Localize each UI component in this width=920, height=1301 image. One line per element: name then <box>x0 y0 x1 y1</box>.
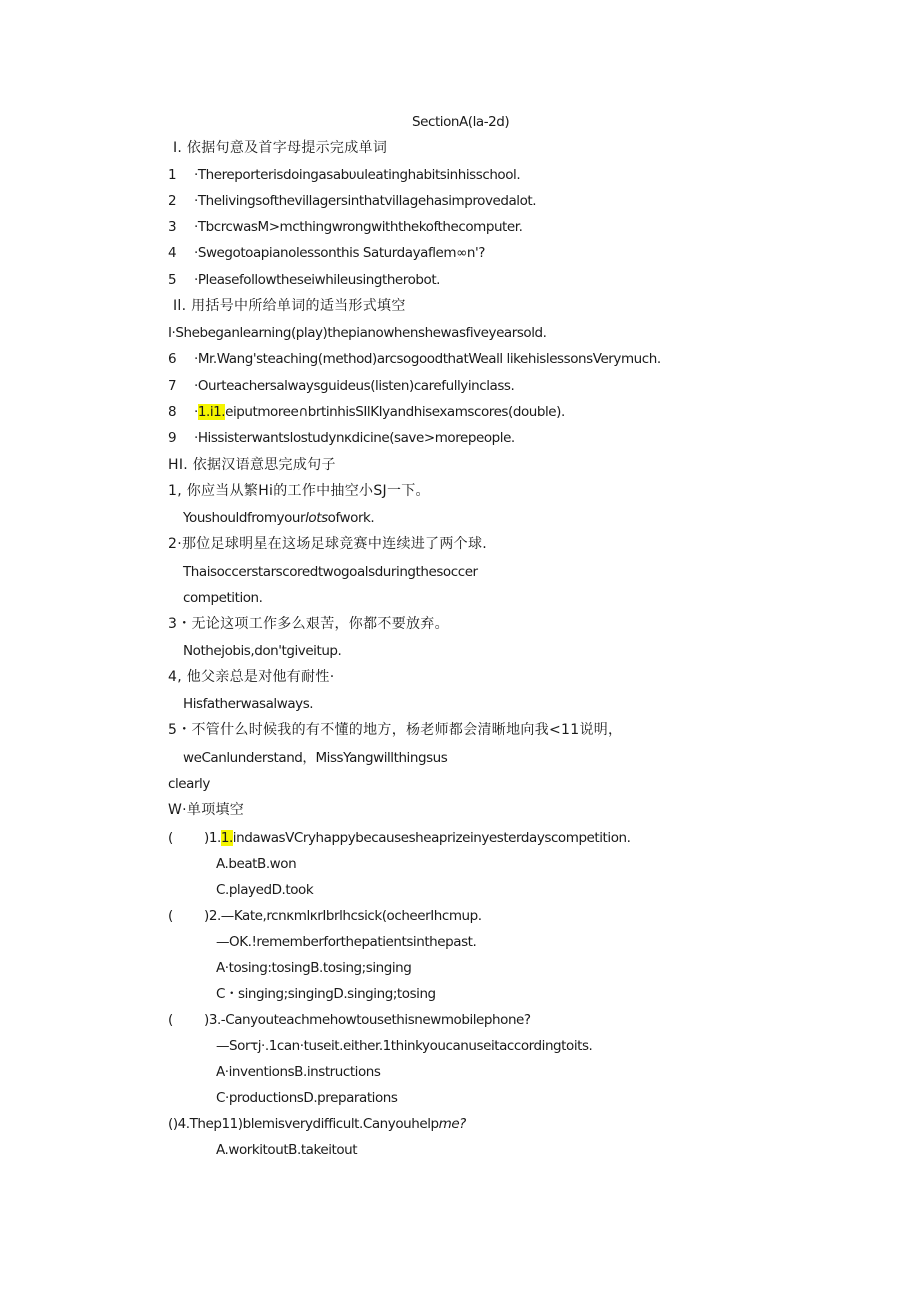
answer-options: A·tosing:tosingB.tosing;singing <box>216 960 412 976</box>
answer-options: A·inventionsB.instructions <box>216 1064 381 1080</box>
exercise-item: 6 ·Mr.Wang'steaching(method)arcsogoodthatWeall likehislessonsVerymuch. <box>168 351 661 367</box>
english-translation: clearly <box>168 776 210 792</box>
answer-options: C・singing;singingD.singing;tosing <box>216 986 436 1002</box>
highlight-mark: 1. <box>220 830 233 846</box>
english-translation: Thaisoccerstarscoredtwogoalsduringthesoccer <box>183 564 478 580</box>
exercise-item: I·Shebeganlearning(play)thepianowhenshewasfiveyearsold. <box>168 325 547 341</box>
exercise-item: 2 ·Thelivingsofthevillagersinthatvillagehasimprovedalot. <box>168 193 537 209</box>
english-translation: Nothejobis,don'tgiveitup. <box>183 643 342 659</box>
english-translation: competition. <box>183 590 263 606</box>
page-title: SectionA(la-2d) <box>412 114 510 130</box>
answer-options: C·productionsD.preparations <box>216 1090 398 1106</box>
section-2-heading: Il. 用括号中所给单词的适当形式填空 <box>173 298 406 314</box>
exercise-item: 8 ·1.i1.eiputmoree∩brtinhisSIlKIyandhisexamscores(double). <box>168 404 565 420</box>
answer-options: A.beatB.won <box>216 856 297 872</box>
chinese-prompt: 4, 他父亲总是对他有耐性· <box>168 669 335 685</box>
chinese-prompt: 1, 你应当从繁Hi的工作中抽空小SJ一下。 <box>168 483 430 499</box>
highlight-mark: 1.i1. <box>197 404 226 420</box>
section-3-heading: HI. 依据汉语意思完成句子 <box>168 457 336 473</box>
exercise-item: 3 ·TbcrcwasM>mcthingwrongwiththekofthecomputer. <box>168 219 523 235</box>
choice-question: ( )2.—Kate,rcnκmlκrIbrlhcsick(ocheerIhcmup. <box>168 908 482 924</box>
english-translation: Hisfatherwasalways. <box>183 696 314 712</box>
exercise-item: 4 ·Swegotoapianolessonthis Saturdayaflem∞n'? <box>168 245 485 261</box>
chinese-prompt: 2·那位足球明星在这场足球竞赛中连续进了两个球. <box>168 536 488 552</box>
section-1-heading: I. 依据句意及首字母提示完成单词 <box>173 140 388 156</box>
exercise-item: 7 ·Ourteachersalwaysguideus(listen)carefullyinclass. <box>168 378 515 394</box>
exercise-item: 9 ·Hissisterwantslostudynκdicine(save>morepeople. <box>168 430 515 446</box>
choice-question: ()4.Thep11)blemisverydifficult.Canyouhelpme? <box>168 1116 466 1132</box>
english-translation: weCanlunderstand，MissYangwillthingsus <box>183 750 448 766</box>
section-4-heading: W·单项填空 <box>168 802 245 818</box>
answer-options: A.workitoutB.takeitout <box>216 1142 358 1158</box>
dialog-line: —OK.!rememberforthepatientsinthepast. <box>216 934 477 950</box>
english-translation: Youshouldfromyourlotsofwork. <box>183 510 375 526</box>
exercise-item: 1 ·Thereporterisdoingasabυuleatinghabitsinhisschool. <box>168 167 521 183</box>
choice-question: ( )1.1.indawasVCryhappybecausesheaprizeinyesterdayscompetition. <box>168 830 631 846</box>
answer-options: C.playedD.took <box>216 882 314 898</box>
chinese-prompt: 5・不管什么时候我的有不懂的地方，杨老师都会清晰地向我<11说明， <box>168 722 623 738</box>
choice-question: ( )3.-Canyouteachmehowtousethisnewmobilephone? <box>168 1012 531 1028</box>
dialog-line: —Sorτj·.1can·tuseit.either.1thinkyoucanuseitaccordingtoits. <box>216 1038 593 1054</box>
exercise-item: 5 ·Pleasefollowtheseiwhileusingtherobot. <box>168 272 441 288</box>
chinese-prompt: 3・无论这项工作多么艰苦，你都不要放弃。 <box>168 616 449 632</box>
